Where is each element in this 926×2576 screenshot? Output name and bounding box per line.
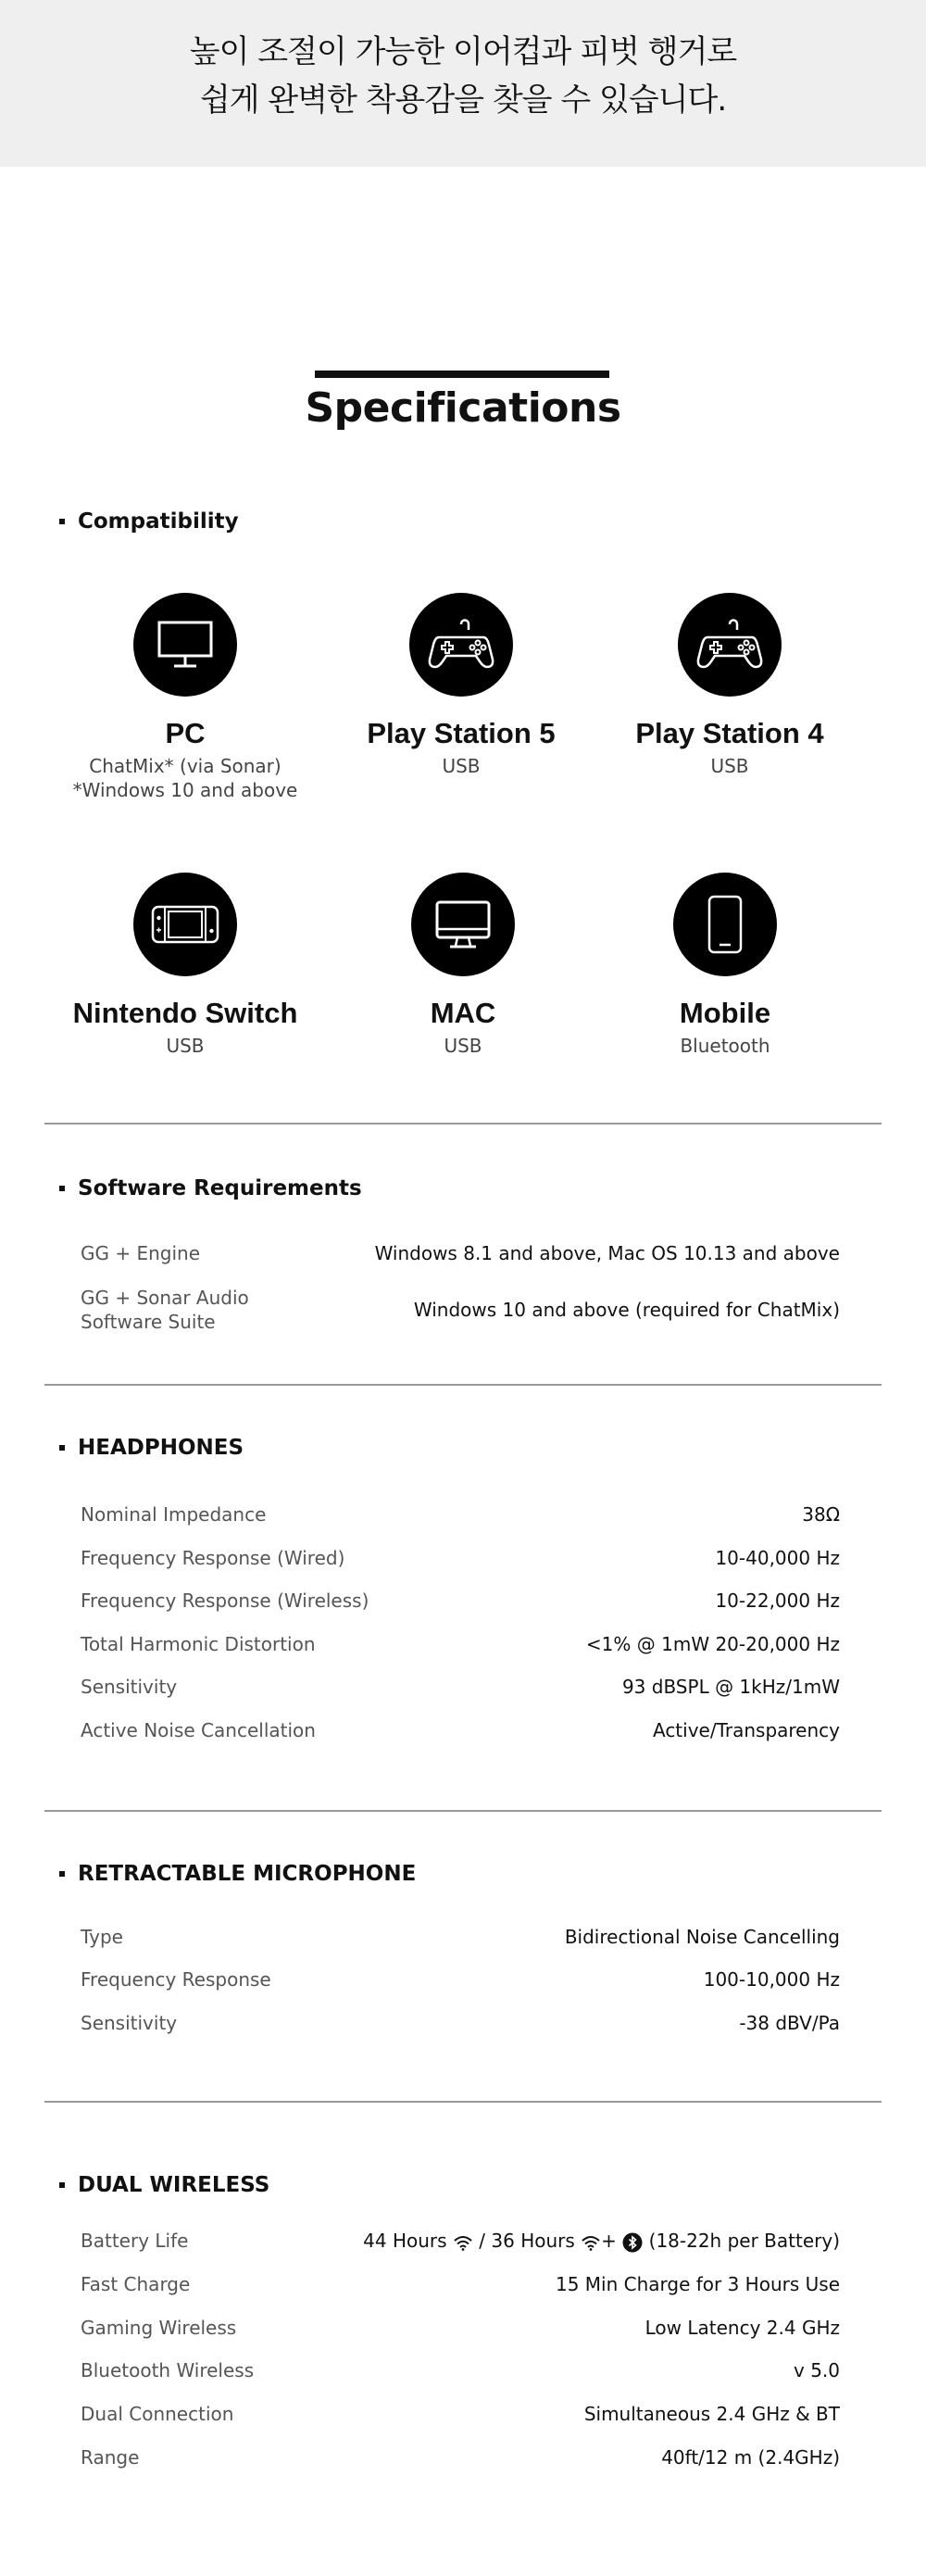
spec-key: Nominal Impedance — [81, 1503, 267, 1526]
monitor-icon — [133, 593, 237, 697]
spec-value: Low Latency 2.4 GHz — [644, 2317, 840, 2339]
spec-value: Windows 8.1 and above, Mac OS 10.13 and above — [374, 1242, 840, 1264]
device-ps4 — [591, 593, 869, 778]
compatibility-heading — [59, 509, 239, 534]
spec-value: -38 dBV/Pa — [739, 2012, 840, 2034]
spec-row — [81, 1925, 840, 1949]
spec-value: 93 dBSPL @ 1kHz/1mW — [621, 1676, 840, 1698]
spec-row — [81, 2272, 840, 2296]
device-mobile — [586, 873, 864, 1058]
spec-key: Battery Life — [81, 2230, 189, 2252]
gamepad-icon — [678, 593, 782, 697]
battery-hours-gaming: 44 Hours — [363, 2230, 447, 2252]
software-heading-label: Software Requirements — [78, 1176, 362, 1200]
spec-key: Sensitivity — [81, 2012, 178, 2034]
device-name: PC — [165, 717, 206, 749]
device-mac — [324, 873, 602, 1058]
headphones-heading-label: HEADPHONES — [78, 1436, 244, 1460]
bluetooth-icon — [622, 2232, 643, 2253]
spec-value: Windows 10 and above (required for ChatMix) — [413, 1299, 840, 1321]
wireless-heading-label: DUAL WIRELESS — [78, 2173, 270, 2197]
spec-row-battery — [81, 2229, 840, 2253]
device-note: USB — [444, 1035, 482, 1057]
spec-key: GG + Engine — [81, 1242, 201, 1264]
spec-value: 10-40,000 Hz — [715, 1547, 840, 1569]
spec-value: 10-22,000 Hz — [715, 1590, 840, 1612]
spec-row — [81, 1718, 840, 1742]
spec-row — [81, 1546, 840, 1570]
spec-row — [81, 2011, 840, 2035]
spec-row — [81, 2316, 840, 2340]
bullet-icon — [59, 1186, 65, 1191]
spec-value: v 5.0 — [794, 2359, 840, 2381]
software-heading — [59, 1176, 362, 1200]
banner-line-2: 쉽게 완벽한 착용감을 찾을 수 있습니다. — [199, 82, 727, 119]
spec-key: Range — [81, 2446, 140, 2469]
battery-plus: + — [601, 2230, 617, 2252]
spec-row — [81, 1589, 840, 1613]
section-divider — [44, 1123, 882, 1125]
wifi-icon — [581, 2234, 601, 2251]
gamepad-icon — [409, 593, 513, 697]
spec-key: Type — [81, 1926, 123, 1948]
top-banner — [0, 0, 926, 167]
spec-value: Active/Transparency — [652, 1719, 840, 1741]
spec-key: Frequency Response (Wireless) — [81, 1590, 369, 1612]
device-note: Bluetooth — [680, 1035, 770, 1057]
wifi-icon — [453, 2234, 473, 2251]
headphones-heading — [59, 1436, 244, 1460]
wireless-heading — [59, 2173, 269, 2197]
section-divider — [44, 2101, 882, 2103]
spec-value: 100-10,000 Hz — [703, 1968, 840, 1991]
banner-line-1: 높이 조절이 가능한 이어컵과 피벗 행거로 — [189, 33, 737, 70]
spec-row — [81, 1632, 840, 1656]
device-name: Mobile — [679, 997, 771, 1029]
device-note: USB — [166, 1035, 205, 1057]
spec-value: 15 Min Charge for 3 Hours Use — [555, 2273, 840, 2295]
section-divider — [44, 1384, 882, 1386]
spec-row — [81, 2358, 840, 2382]
spec-key: Total Harmonic Distortion — [81, 1633, 316, 1655]
spec-key: Active Noise Cancellation — [81, 1719, 316, 1741]
title-rule — [315, 371, 609, 378]
smartphone-icon — [673, 873, 777, 976]
spec-value: 40ft/12 m (2.4GHz) — [661, 2446, 840, 2469]
microphone-heading — [59, 1862, 416, 1886]
spec-value: 38Ω — [802, 1503, 840, 1526]
bullet-icon — [59, 519, 65, 524]
spec-key: Frequency Response (Wired) — [81, 1547, 345, 1569]
device-name: Nintendo Switch — [72, 997, 298, 1029]
spec-row — [81, 1286, 840, 1334]
spec-key: Fast Charge — [81, 2273, 191, 2295]
spec-row — [81, 1241, 840, 1265]
spec-row — [81, 2445, 840, 2469]
device-pc — [46, 593, 324, 802]
device-name: Play Station 5 — [367, 717, 556, 749]
device-ps5 — [322, 593, 600, 778]
compatibility-heading-label: Compatibility — [78, 509, 239, 534]
spec-value — [363, 2229, 840, 2253]
bullet-icon — [59, 1871, 65, 1877]
device-note: USB — [442, 755, 481, 777]
device-note: USB — [710, 755, 749, 777]
spec-value: Bidirectional Noise Cancelling — [564, 1926, 840, 1948]
device-name: MAC — [430, 997, 496, 1029]
spec-row — [81, 1967, 840, 1992]
page-title: Specifications — [305, 384, 621, 432]
battery-per-battery: (18-22h per Battery) — [648, 2230, 840, 2252]
microphone-heading-label: RETRACTABLE MICROPHONE — [78, 1862, 417, 1886]
spec-key: Bluetooth Wireless — [81, 2359, 255, 2381]
imac-icon — [411, 873, 515, 976]
spec-key: Frequency Response — [81, 1968, 271, 1991]
device-nintendo-switch — [46, 873, 324, 1058]
section-divider — [44, 1810, 882, 1812]
bullet-icon — [59, 1445, 65, 1451]
spec-row — [81, 2402, 840, 2426]
battery-hours-dual: / 36 Hours — [479, 2230, 575, 2252]
spec-value: Simultaneous 2.4 GHz & BT — [583, 2403, 840, 2425]
device-note: *Windows 10 and above — [72, 779, 298, 801]
spec-row — [81, 1675, 840, 1699]
device-note: ChatMix* (via Sonar) — [89, 755, 282, 777]
spec-row — [81, 1502, 840, 1527]
bullet-icon — [59, 2182, 65, 2188]
spec-key: GG + Sonar Audio Software Suite — [81, 1287, 249, 1333]
spec-value: <1% @ 1mW 20-20,000 Hz — [585, 1633, 840, 1655]
device-name: Play Station 4 — [635, 717, 824, 749]
spec-key: Sensitivity — [81, 1676, 178, 1698]
spec-key: Gaming Wireless — [81, 2317, 237, 2339]
handheld-console-icon — [133, 873, 237, 976]
spec-key: Dual Connection — [81, 2403, 234, 2425]
